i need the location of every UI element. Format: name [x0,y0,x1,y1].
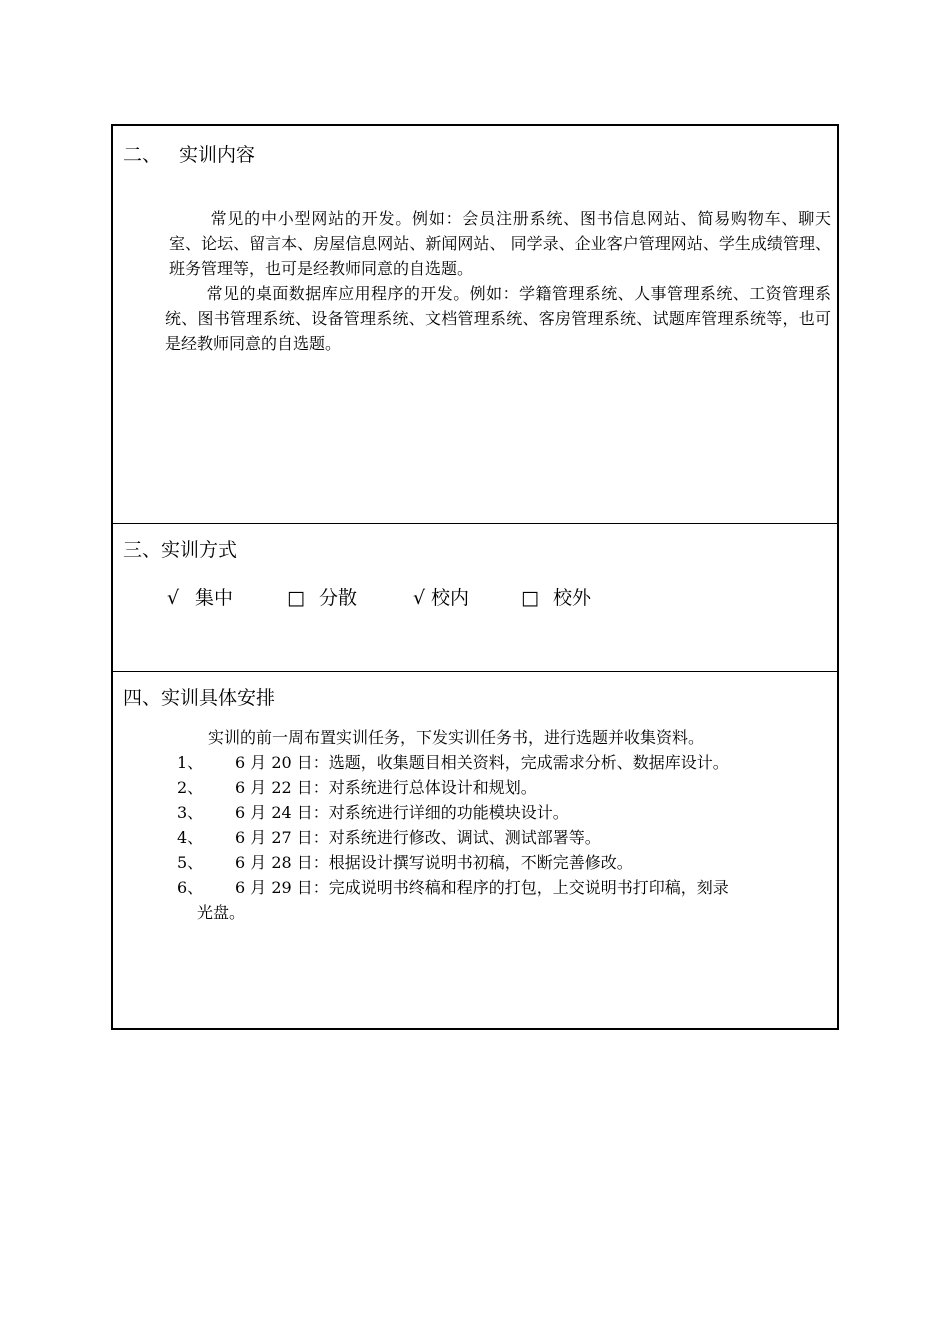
list-index: 2、 [177,778,204,797]
empty-checkbox-icon: □ [287,587,305,609]
list-item [177,750,831,775]
section-training-content [113,126,837,523]
section-number: 二、 [123,144,162,166]
list-item [177,850,831,875]
list-index: 3、 [177,803,204,822]
list-index: 6、 [177,878,204,897]
paragraph-website-dev: 常见的中小型网站的开发。例如：会员注册系统、图书信息网站、简易购物车、聊天室、论坛、留言本、房屋信息网站、新闻网站、 同学录、企业客户管理网站、学生成绩管理、班务管理等，也可是经教师同意的自选题。 [169,209,831,278]
schedule-list [177,750,831,925]
list-text: 6 月 20 日：选题，收集题目相关资料，完成需求分析、数据库设计。 [235,753,729,772]
list-item [177,825,831,850]
option-label: 分散 [319,587,358,609]
section-schedule [113,671,837,1028]
list-text: 6 月 22 日：对系统进行总体设计和规划。 [235,778,537,797]
list-text: 6 月 29 日：完成说明书终稿和程序的打包，上交说明书打印稿，刻录 [235,878,729,897]
section-heading: 三、实训方式 [123,539,238,561]
list-item [177,875,831,925]
section-training-mode [113,523,837,671]
option-label: 校外 [553,587,592,609]
paragraph-desktop-dev: 常见的桌面数据库应用程序的开发。例如：学籍管理系统、人事管理系统、工资管理系统、图书管理系统、设备管理系统、文档管理系统、客房管理系统、试题库管理系统等，也可是经教师同意的自选题。 [165,284,831,353]
list-index: 5、 [177,853,204,872]
check-mark-icon: √ [413,587,426,609]
schedule-intro: 实训的前一周布置实训任务，下发实训任务书，进行选题并收集资料。 [208,728,705,747]
section-body [165,206,831,356]
list-text: 6 月 28 日：根据设计撰写说明书初稿，不断完善修改。 [235,853,633,872]
section-heading [123,143,255,167]
list-index: 1、 [177,753,204,772]
option-off-campus [521,585,591,611]
empty-checkbox-icon: □ [521,587,539,609]
option-on-campus [413,585,469,611]
section-heading: 四、实训具体安排 [123,687,276,709]
check-mark-icon: √ [167,587,180,609]
list-item [177,800,831,825]
option-label: 集中 [195,587,234,609]
section-title: 实训内容 [179,144,256,166]
list-item [177,775,831,800]
list-text-continuation: 光盘。 [197,903,246,922]
option-centralized [167,585,233,611]
list-text: 6 月 24 日：对系统进行详细的功能模块设计。 [235,803,569,822]
list-index: 4、 [177,828,204,847]
option-label: 校内 [431,587,470,609]
option-distributed [287,585,357,611]
form-table [111,124,839,1030]
list-text: 6 月 27 日：对系统进行修改、调试、测试部署等。 [235,828,601,847]
